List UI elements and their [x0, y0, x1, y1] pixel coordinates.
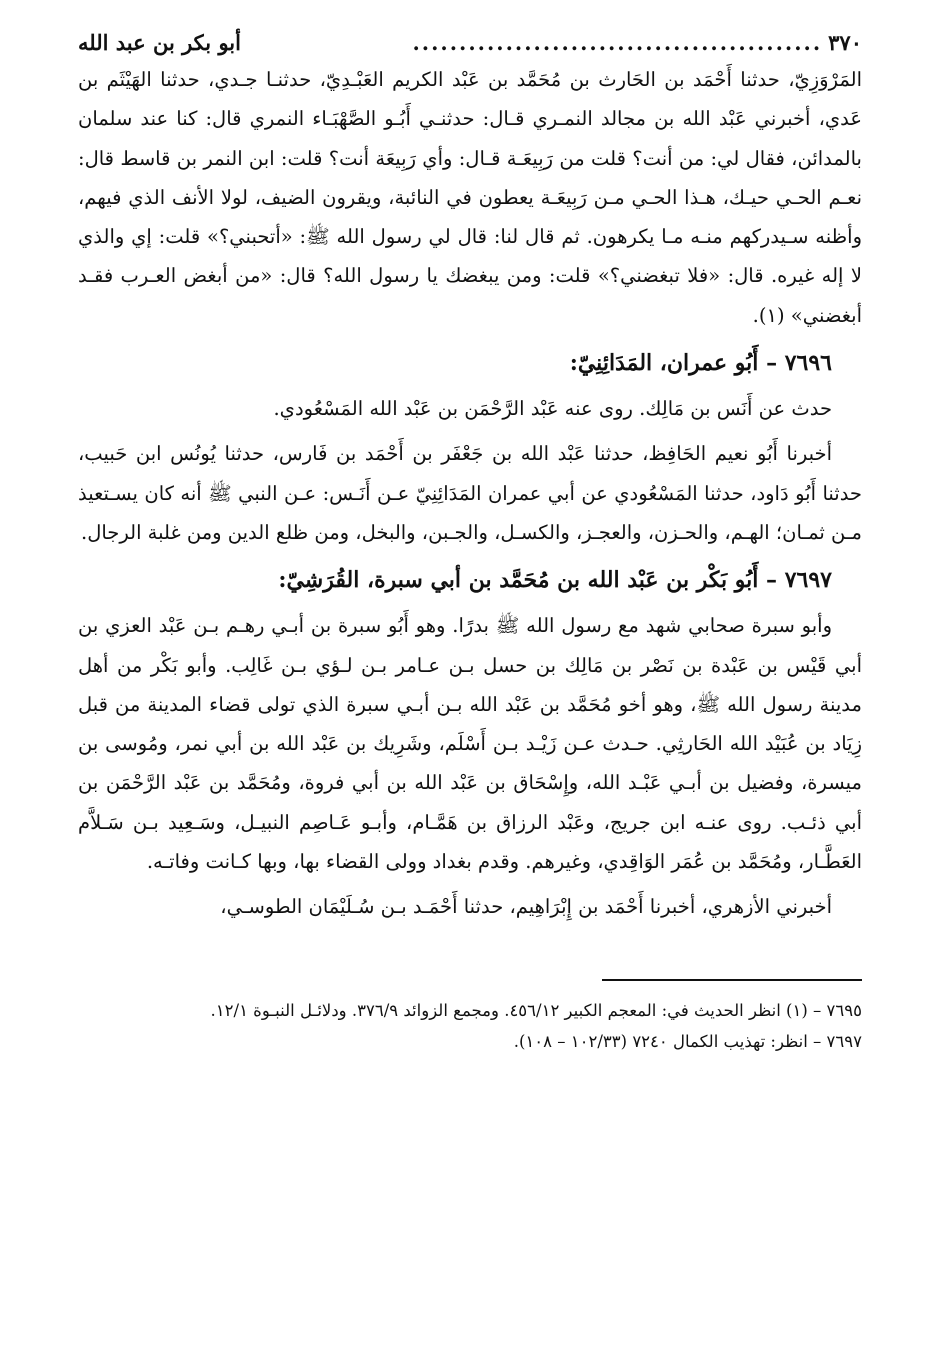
entry-heading-7696: ٧٦٩٦ – أَبُو عمران، المَدَائِنِيّ:	[569, 350, 832, 377]
entry-7697-paragraph-2: أخبرني الأزهري، أخبرنا أَحْمَد بن إِبْرَاهِيم، حدثنا أَحْمَـد بـن سُـلَيْمَان الطوسـي،	[220, 895, 832, 919]
book-page	[78, 26, 862, 1057]
running-title: أبو بكر بن عبد الله	[78, 30, 241, 55]
footnote-separator	[602, 979, 862, 981]
entry-7697-paragraph-1: وأبو سبرة صحابي شهد مع رسول الله ﷺ بدرًا. وهو أَبُو سبرة بن أبـي رهـم بـن عَبْد العزي بن أبي قَيْس بن عَبْدة بن نَصْر بن مَالِك بن حسل بـن عـامر بـن لـؤي بـن غَالِب. وأبو بَكْر من أهل مدينة رسول الله ﷺ، وهو أخو مُحَمَّد بن عَبْد الله بـن أبـي سبرة الذي تولى قضاء المدينة من قبل زِيَاد بن عُبَيْد الله الحَارثِي. حـدث عـن زَيْـد بـن أَسْلَم، وشَرِيك بن عَبْد الله بن أبي نمر، ومُوسى بن ميسرة، وفضيل بن أبـي عَبْـد الله، وإِسْحَاق بن عَبْد الله بن أبي فروة، ومُحَمَّد بن عَبْد الرَّحْمَن بن أبي ذئـب. روى عنـه ابن جريج، وعَبْد الرزاق بن هَمَّـام، وأبـو عَـاصِم النبيـل، وسَـعِيد بـن سَـلاَّم العَطَّـار، ومُحَمَّد بن عُمَر الوَاقِدي، وغيرهم. وقدم بغداد وولى القضاء بها، وبها كـانت وفاتـه.	[78, 614, 862, 874]
footnote-7697: ٧٦٩٧ – انظر: تهذيب الكمال ٧٢٤٠ (١٠٢/٣٣ – ١٠٨).	[513, 1031, 862, 1051]
entry-7696-paragraph-2: أخبرنا أَبُو نعيم الحَافِظ، حدثنا عَبْد الله بن جَعْفَر بن أَحْمَد بن فَارس، حدثنا يُونُس ابن حَبيب، حدثنا أَبُو دَاود، حدثنا المَسْعُودي عن أبي عمران المَدَائِنِيّ عـن أَنَـس: عـن النبي ﷺ أنه كان يسـتعيذ مـن ثمـان؛ الهـم، والحـزن، والعجـز، والكسـل، والجـبن، والبخل، ومن ظلع الدين ومن غلبة الرجال.	[78, 442, 862, 544]
leader-dots: ............................................	[412, 30, 823, 55]
entry-7696-paragraph-1: حدث عن أَنَس بن مَالِك. روى عنه عَبْد الرَّحْمَن بن عَبْد الله المَسْعُودي.	[273, 397, 832, 421]
continuation-paragraph: المَرْوَزِيّ، حدثنا أَحْمَد بن الحَارث بن مُحَمَّد بن عَبْد الكريم العَبْـدِيّ، حدثنـا جـدي، حدثنا الهَيْثَم بن عَدي، أخبرني عَبْد الله بن مجالد النمـري قـال: حدثنـي أَبُـو الصَّهْبَـاء النمري قال: كنا عند سلمان بالمدائن، فقال لي: من أنت؟ قلت من رَبِيعَـة قـال: وأي رَبِيعَة أنت؟ قلت: ابن النمر بن قاسط قال: نعـم الحـي حيـك، هـذا الحـي مـن رَبِيعَـة يعطون في النائبة، ويقرون الضيف، لولا الأنف الذي فيهم، وأظنه سـيدركهم منـه مـا يكرهون. ثم قال لنا: قال لي رسول الله ﷺ: «أتحبني؟» قلت: إي والذي لا إله غيره. قال: «فلا تبغضني؟» قلت: ومن يبغضك يا رسول الله؟ قال: «من أبغض العـرب فقـد أبغضني» (١).	[78, 68, 862, 327]
running-header	[78, 26, 862, 60]
footnote-7695: ٧٦٩٥ – (١) انظر الحديث في: المعجم الكبير ٤٥٦/١٢. ومجمع الزوائد ٣٧٦/٩. ودلائـل النبـوة ١٢/١.	[210, 1000, 862, 1020]
page-number: ٣٧٠	[828, 30, 862, 55]
entry-heading-7697: ٧٦٩٧ – أَبُو بَكْر بن عَبْد الله بن مُحَمَّد بن أبي سبرة، القُرَشِيّ:	[278, 567, 832, 594]
